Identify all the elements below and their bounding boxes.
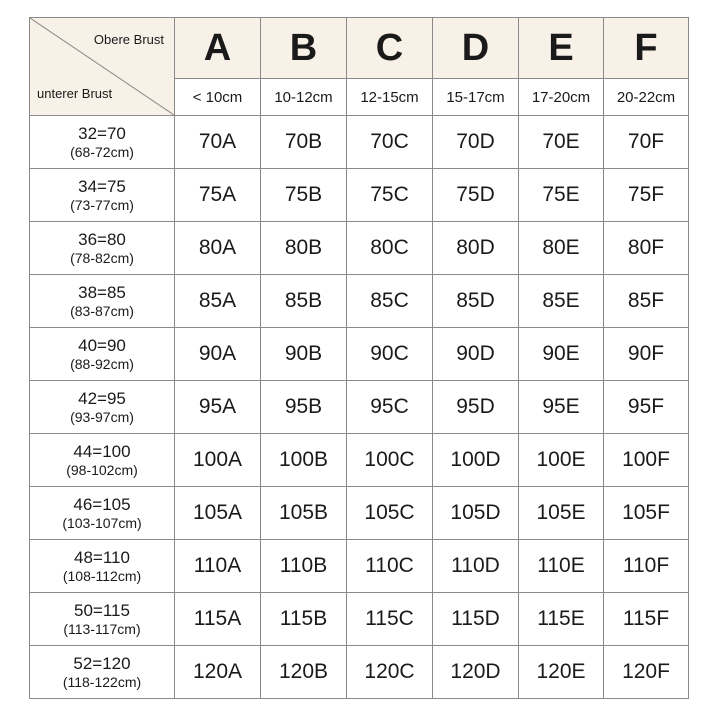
- cup-range: 12-15cm: [347, 79, 433, 116]
- size-cell: 95E: [519, 381, 604, 434]
- size-cell: 105A: [175, 487, 261, 540]
- size-cell: 95A: [175, 381, 261, 434]
- size-cell: 90A: [175, 328, 261, 381]
- size-cell: 75F: [604, 169, 689, 222]
- size-cell: 75B: [261, 169, 347, 222]
- bra-size-table: [29, 17, 689, 699]
- cup-letter: A: [175, 18, 261, 79]
- band-size-cell: [30, 646, 175, 699]
- band-size-label: 38=85: [78, 282, 126, 302]
- cup-letter: E: [519, 18, 604, 79]
- size-cell: 95C: [347, 381, 433, 434]
- table-row: [30, 116, 689, 169]
- band-size-cell: [30, 328, 175, 381]
- size-cell: 115E: [519, 593, 604, 646]
- cup-range: 10-12cm: [261, 79, 347, 116]
- size-cell: 75D: [433, 169, 519, 222]
- band-size-cell: [30, 222, 175, 275]
- size-cell: 100A: [175, 434, 261, 487]
- table-row: [30, 222, 689, 275]
- size-cell: 110E: [519, 540, 604, 593]
- table-row: [30, 169, 689, 222]
- size-cell: 95F: [604, 381, 689, 434]
- size-cell: 120B: [261, 646, 347, 699]
- size-cell: 120A: [175, 646, 261, 699]
- size-cell: 100D: [433, 434, 519, 487]
- size-cell: 90D: [433, 328, 519, 381]
- band-size-label: 46=105: [73, 494, 131, 514]
- size-cell: 80F: [604, 222, 689, 275]
- size-cell: 115A: [175, 593, 261, 646]
- corner-header: [30, 18, 175, 116]
- underbust-range-label: (93-97cm): [70, 408, 134, 425]
- underbust-range-label: (103-107cm): [62, 514, 142, 531]
- size-cell: 85D: [433, 275, 519, 328]
- band-size-label: 34=75: [78, 176, 126, 196]
- size-cell: 115D: [433, 593, 519, 646]
- table-row: [30, 434, 689, 487]
- size-cell: 105C: [347, 487, 433, 540]
- size-cell: 115B: [261, 593, 347, 646]
- size-cell: 90F: [604, 328, 689, 381]
- size-table-body: [30, 116, 689, 699]
- table-row: [30, 540, 689, 593]
- cup-range: < 10cm: [175, 79, 261, 116]
- band-size-cell: [30, 275, 175, 328]
- size-cell: 70E: [519, 116, 604, 169]
- cup-letter: D: [433, 18, 519, 79]
- size-cell: 105E: [519, 487, 604, 540]
- cup-letter: C: [347, 18, 433, 79]
- size-cell: 70F: [604, 116, 689, 169]
- size-cell: 75C: [347, 169, 433, 222]
- size-cell: 85B: [261, 275, 347, 328]
- cup-letter: B: [261, 18, 347, 79]
- size-cell: 85E: [519, 275, 604, 328]
- band-size-label: 40=90: [78, 335, 126, 355]
- size-cell: 115F: [604, 593, 689, 646]
- size-cell: 105B: [261, 487, 347, 540]
- cup-letter: F: [604, 18, 689, 79]
- size-cell: 70D: [433, 116, 519, 169]
- underbust-range-label: (108-112cm): [62, 567, 142, 584]
- band-size-cell: [30, 487, 175, 540]
- size-cell: 110F: [604, 540, 689, 593]
- cup-range: 20-22cm: [604, 79, 689, 116]
- band-size-cell: [30, 381, 175, 434]
- underbust-range-label: (88-92cm): [70, 355, 134, 372]
- size-cell: 70B: [261, 116, 347, 169]
- underbust-range-label: (83-87cm): [70, 302, 134, 319]
- band-size-label: 42=95: [78, 388, 126, 408]
- table-row: [30, 646, 689, 699]
- size-cell: 80E: [519, 222, 604, 275]
- size-cell: 110B: [261, 540, 347, 593]
- cup-letter-row: [30, 18, 689, 79]
- band-size-cell: [30, 540, 175, 593]
- size-cell: 90E: [519, 328, 604, 381]
- size-cell: 95D: [433, 381, 519, 434]
- size-cell: 120C: [347, 646, 433, 699]
- band-size-label: 48=110: [74, 547, 130, 567]
- table-row: [30, 381, 689, 434]
- underbust-range-label: (113-117cm): [63, 620, 141, 637]
- table-row: [30, 593, 689, 646]
- underbust-range-label: (68-72cm): [70, 143, 134, 160]
- underbust-range-label: (78-82cm): [70, 249, 134, 266]
- size-cell: 80A: [175, 222, 261, 275]
- size-cell: 105D: [433, 487, 519, 540]
- upper-bust-label: Obere Brust: [93, 32, 164, 47]
- size-cell: 85A: [175, 275, 261, 328]
- size-cell: 75E: [519, 169, 604, 222]
- cup-range: 15-17cm: [433, 79, 519, 116]
- table-row: [30, 487, 689, 540]
- band-size-cell: [30, 593, 175, 646]
- size-cell: 115C: [347, 593, 433, 646]
- size-cell: 95B: [261, 381, 347, 434]
- band-size-label: 52=120: [73, 653, 131, 673]
- size-cell: 70C: [347, 116, 433, 169]
- band-size-cell: [30, 116, 175, 169]
- size-cell: 100B: [261, 434, 347, 487]
- band-size-label: 50=115: [74, 600, 130, 620]
- size-cell: 85C: [347, 275, 433, 328]
- size-cell: 110A: [175, 540, 261, 593]
- size-cell: 80B: [261, 222, 347, 275]
- size-cell: 105F: [604, 487, 689, 540]
- band-size-label: 44=100: [73, 441, 131, 461]
- size-cell: 70A: [175, 116, 261, 169]
- size-cell: 75A: [175, 169, 261, 222]
- underbust-range-label: (118-122cm): [62, 673, 142, 690]
- size-cell: 90C: [347, 328, 433, 381]
- size-cell: 120E: [519, 646, 604, 699]
- size-cell: 120F: [604, 646, 689, 699]
- size-cell: 80C: [347, 222, 433, 275]
- underbust-range-label: (98-102cm): [66, 461, 138, 478]
- size-cell: 110C: [347, 540, 433, 593]
- under-bust-label: unterer Brust: [37, 86, 113, 101]
- size-cell: 90B: [261, 328, 347, 381]
- cup-range: 17-20cm: [519, 79, 604, 116]
- size-cell: 120D: [433, 646, 519, 699]
- table-row: [30, 275, 689, 328]
- size-cell: 80D: [433, 222, 519, 275]
- underbust-range-label: (73-77cm): [70, 196, 134, 213]
- size-cell: 100C: [347, 434, 433, 487]
- size-cell: 100E: [519, 434, 604, 487]
- band-size-label: 32=70: [78, 123, 126, 143]
- band-size-label: 36=80: [78, 229, 126, 249]
- table-row: [30, 328, 689, 381]
- size-cell: 110D: [433, 540, 519, 593]
- band-size-cell: [30, 169, 175, 222]
- size-cell: 85F: [604, 275, 689, 328]
- band-size-cell: [30, 434, 175, 487]
- size-cell: 100F: [604, 434, 689, 487]
